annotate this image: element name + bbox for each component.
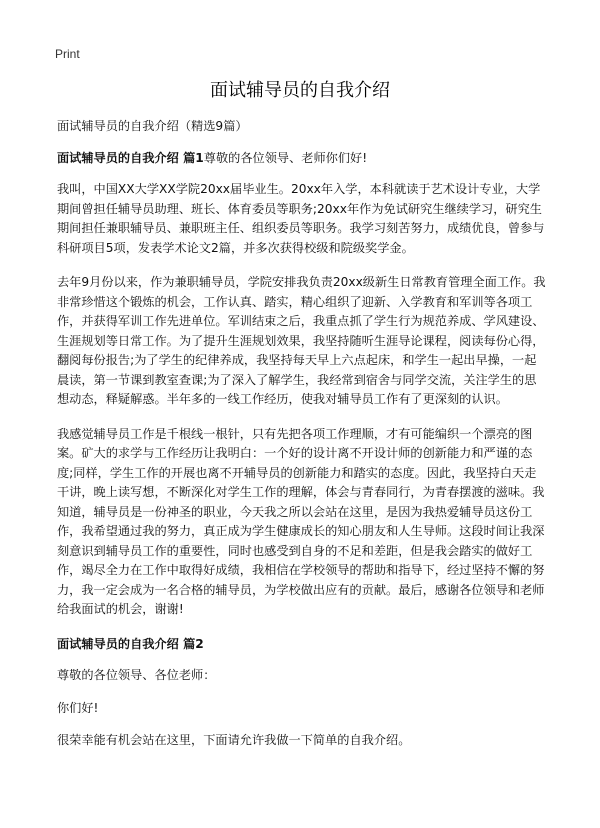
- section-1-paragraph: 去年9月份以来，作为兼职辅导员，学院安排我负责20xx级新生日常教育管理全面工作。我非常珍惜这个锻炼的机会，工作认真、踏实，精心组织了迎新、入学教育和军训等各项工作，并获得军训工作先进单位。军训结束之后，我重点抓了学生行为规范养成、学风建设、生涯规划等日常工作。为了提升生涯规划效果，我坚持随听生涯导论课程，阅读每份心得，翻阅每份报告;为了学生的纪律养成，我坚持每天早上六点起床，和学生一起出早操，一起晨读，第一节课到教室查课;为了深入了解学生，我经常到宿舍与同学交流，关注学生的思想动态，释疑解惑。半年多的一线工作经历，使我对辅导员工作有了更深刻的认识。: [57, 275, 546, 406]
- section-1-paragraph: 我叫，中国XX大学XX学院20xx届毕业生。20xx年入学，本科就读于艺术设计专业，大学期间曾担任辅导员助理、班长、体育委员等职务;20xx年作为免试研究生继续学习，研究生期间担任兼职辅导员、兼职班主任、组织委员等职务。我学习刻苦努力，成绩优良，曾参与科研项目5项，发表学术论文2篇，并多次获得校级和院级奖学金。: [57, 182, 545, 255]
- section-2-paragraph: 尊敬的各位领导、各位老师：: [57, 668, 216, 682]
- section-1-paragraph: 我感觉辅导员工作是千根线一根针，只有先把各项工作理顺，才有可能编织一个漂亮的图案。矿大的求学与工作经历让我明白：一个好的设计离不开设计师的创新能力和严谨的态度;同样，学生工作的开展也离不开辅导员的创新能力和踏实的态度。因此，我坚持白天走干讲，晚上读写想，不断深化对学生工作的理解，体会与青春同行，为青春摆渡的滋味。我知道，辅导员是一份神圣的职业，今天我之所以会站在这里，是因为我热爱辅导员这份工作，我希望通过我的努力，真正成为学生健康成长的知心朋友和人生导师。这段时间让我深刻意识到辅导员工作的重要性，同时也感受到自身的不足和差距，但是我会踏实的做好工作，竭尽全力在工作中取得好成绩，我相信在学校领导的帮助和指导下，经过坚持不懈的努力，我一定会成为一名合格的辅导员，为学校做出应有的贡献。最后，感谢各位领导和老师给我面试的机会，谢谢!: [57, 426, 545, 616]
- section-1-greeting: 尊敬的各位领导、老师你们好!: [203, 150, 368, 165]
- section-2-heading: 面试辅导员的自我介绍 篇2: [57, 636, 204, 651]
- print-link[interactable]: Print: [55, 47, 80, 61]
- section-2-heading-line: [57, 635, 547, 655]
- section-1-heading-line: [57, 149, 547, 169]
- document-subtitle: 面试辅导员的自我介绍（精选9篇）: [57, 119, 248, 133]
- page-title: 面试辅导员的自我介绍: [210, 80, 390, 101]
- document-body: [57, 117, 547, 764]
- section-2-paragraph: 很荣幸能有机会站在这里，下面请允许我做一下简单的自我介绍。: [57, 733, 411, 747]
- section-2-paragraph: 你们好!: [57, 700, 99, 715]
- section-1-heading: 面试辅导员的自我介绍 篇1: [57, 150, 204, 165]
